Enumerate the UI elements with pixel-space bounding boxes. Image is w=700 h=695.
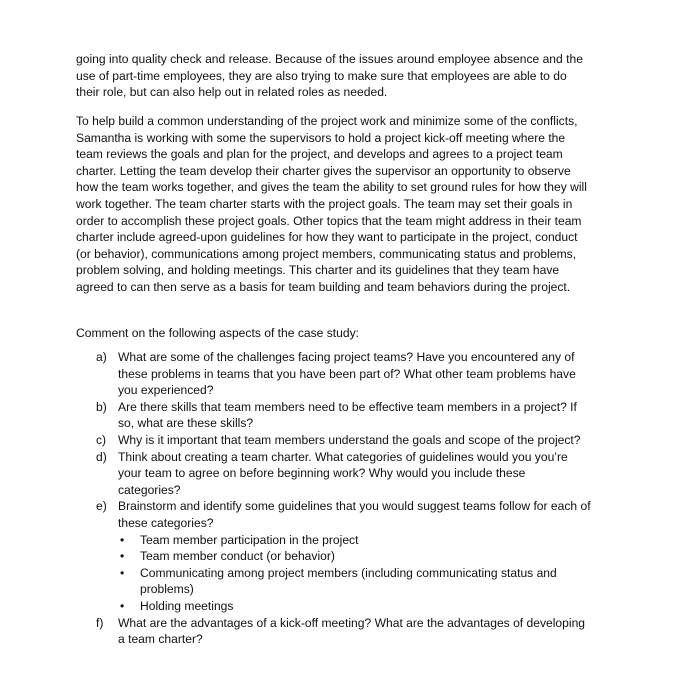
question-line: your team to agree on before beginning work? Why would you include these xyxy=(118,466,526,481)
bullet-item xyxy=(118,532,646,549)
question-line: so, what are these skills? xyxy=(118,416,254,431)
bullet-item xyxy=(118,565,646,598)
bullet-line: Communicating among project members (including communicating status and xyxy=(140,565,557,580)
text-line: problem solving, and holding meetings. This charter and its guidelines that they team have xyxy=(76,263,560,278)
question-list xyxy=(76,349,646,648)
bullet-icon: • xyxy=(120,565,125,580)
question-line: Think about creating a team charter. What categories of guidelines would you you’re xyxy=(118,449,568,464)
bullet-line: Team member conduct (or behavior) xyxy=(140,549,335,564)
question-line: What are the advantages of a kick-off meeting? What are the advantages of developing xyxy=(118,615,586,630)
text-line: order to accomplish these project goals. Other topics that the team might address in their team xyxy=(76,213,582,228)
text-line: use of part-time employees, they are also trying to make sure that employees are able to do xyxy=(76,68,567,83)
bullet-line: Team member participation in the project xyxy=(140,532,359,547)
text-line: Samantha is working with some the supervisors to hold a project kick-off meeting where the xyxy=(76,130,566,145)
paragraph-team-charter xyxy=(76,113,640,296)
question-marker: c) xyxy=(96,432,107,447)
question-marker: a) xyxy=(96,350,107,364)
text-line: team reviews the goals and plan for the project, and develops and agrees to a project team xyxy=(76,147,563,162)
category-bullet-list xyxy=(118,532,646,615)
question-c xyxy=(76,432,646,449)
questions-intro xyxy=(76,325,640,342)
text-line: their role, but can also help out in related roles as needed. xyxy=(76,85,388,100)
bullet-line: Holding meetings xyxy=(140,598,234,613)
question-line: Brainstorm and identify some guidelines that you would suggest teams follow for each of xyxy=(118,499,591,514)
question-line: you experienced? xyxy=(118,383,214,398)
text-line: charter. Letting the team develop their charter gives the supervisor an opportunity to observe xyxy=(76,163,571,178)
bullet-icon: • xyxy=(120,598,125,613)
question-line: these problems in teams that you have been part of? What other team problems have xyxy=(118,366,576,381)
question-line: these categories? xyxy=(118,515,214,530)
question-marker: f) xyxy=(96,615,104,630)
bullet-line: problems) xyxy=(140,582,194,597)
bullet-item xyxy=(118,598,646,615)
paragraph-continuation xyxy=(76,51,640,101)
text-line: To help build a common understanding of the project work and minimize some of the conflicts, xyxy=(76,114,578,128)
question-f xyxy=(76,615,646,648)
question-marker: b) xyxy=(96,399,107,414)
bullet-icon: • xyxy=(120,549,125,564)
question-marker: e) xyxy=(96,499,107,514)
text-line: agreed to can then serve as a basis for team building and team behaviors during the project. xyxy=(76,279,571,294)
question-b xyxy=(76,399,646,432)
text-line: charter include agreed-upon guidelines for how they want to participate in the project, conduct xyxy=(76,230,578,245)
question-line: a team charter? xyxy=(118,632,203,647)
question-line: categories? xyxy=(118,482,181,497)
intro-text: Comment on the following aspects of the case study: xyxy=(76,326,360,340)
question-e xyxy=(76,498,646,614)
bullet-item xyxy=(118,548,646,565)
text-line: (or behavior), communications among project members, communicating status and problems, xyxy=(76,246,577,261)
question-a xyxy=(76,349,646,399)
text-line: work together. The team charter starts with the project goals. The team may set their goals in xyxy=(76,196,573,211)
text-line: going into quality check and release. Because of the issues around employee absence and the xyxy=(76,52,583,66)
text-line: how the team works together, and gives the team the ability to set ground rules for how they will xyxy=(76,180,587,195)
question-line: What are some of the challenges facing project teams? Have you encountered any of xyxy=(118,350,575,364)
question-marker: d) xyxy=(96,449,107,464)
question-line: Why is it important that team members understand the goals and scope of the project? xyxy=(118,432,581,447)
question-line: Are there skills that team members need to be effective team members in a project? If xyxy=(118,399,577,414)
bullet-icon: • xyxy=(120,532,125,547)
question-d xyxy=(76,449,646,499)
